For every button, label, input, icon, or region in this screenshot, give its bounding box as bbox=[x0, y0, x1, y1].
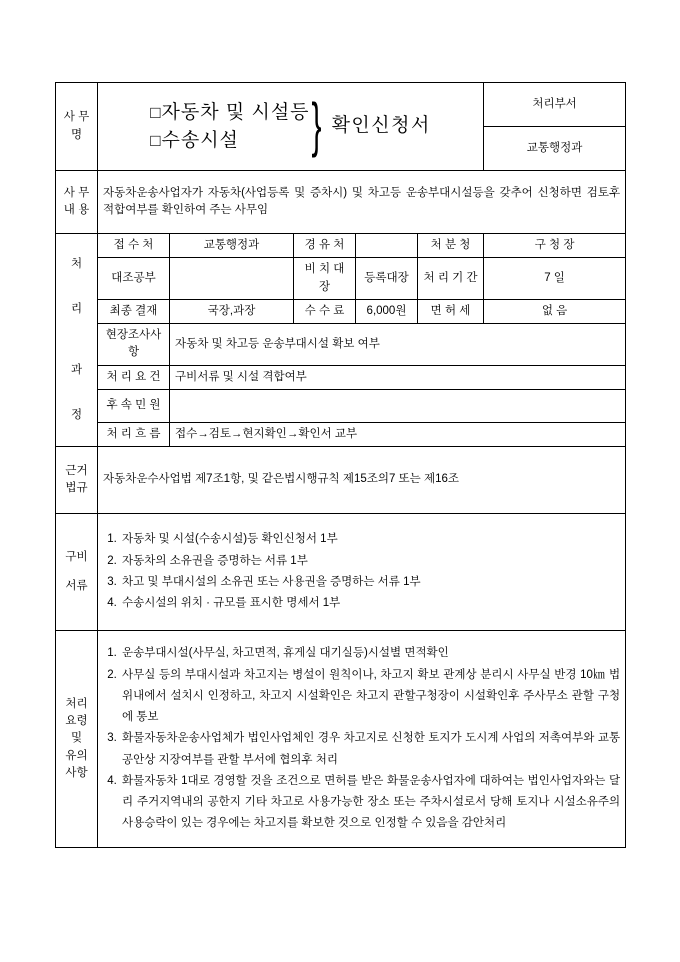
guidelines-row bbox=[56, 631, 626, 848]
row1-label-2: 경 유 처 bbox=[294, 234, 356, 258]
process-wide-row-4 bbox=[56, 422, 626, 446]
title-line-1: 자동차 및 시설등 bbox=[161, 101, 310, 123]
flow-value: 접수→검토→현지확인→확인서 교부 bbox=[170, 422, 626, 446]
law-content: 자동차운수사업법 제7조1항, 및 같은법시행규칙 제15조의7 또는 제16조 bbox=[98, 447, 626, 514]
law-row bbox=[56, 447, 626, 514]
title-line-2: 수송시설 bbox=[161, 129, 239, 151]
business-label: 사 무 내 용 bbox=[56, 171, 98, 234]
row2-value-3: 7 일 bbox=[484, 258, 626, 300]
requirements-value: 구비서류 및 시설 격합여부 bbox=[170, 365, 626, 389]
form-title-cell bbox=[98, 83, 484, 171]
followup-label: 후 속 민 원 bbox=[98, 389, 170, 422]
documents-list bbox=[103, 529, 620, 614]
brace-glyph: } bbox=[311, 92, 322, 159]
site-survey-label: 현장조사사항 bbox=[98, 324, 170, 366]
row1-value-1: 교통행정과 bbox=[170, 234, 294, 258]
site-survey-value: 자동차 및 차고등 운송부대시설 확보 여부 bbox=[170, 324, 626, 366]
row1-label-1: 접 수 처 bbox=[98, 234, 170, 258]
guidelines-list bbox=[103, 643, 620, 834]
documents-row bbox=[56, 514, 626, 631]
guidelines-label: 처리 요령 및 유의 사항 bbox=[56, 631, 98, 848]
list-item: 3. 화물자동차운송사업체가 법인사업체인 경우 차고지로 신청한 토지가 도시계 사업의 저촉여부와 교통공안상 지장여부를 관할 부서에 협의후 처리 bbox=[120, 728, 620, 771]
list-item: 3. 차고 및 부대시설의 소유권 또는 사용권을 증명하는 서류 1부 bbox=[120, 572, 620, 593]
requirements-label: 처 리 요 건 bbox=[98, 365, 170, 389]
process-row-3 bbox=[56, 299, 626, 323]
row2-label-3: 처 리 기 간 bbox=[418, 258, 484, 300]
row2-label-1: 대조공부 bbox=[98, 258, 170, 300]
process-wide-row-2 bbox=[56, 365, 626, 389]
form-table bbox=[55, 82, 626, 848]
row1-value-3: 구 청 장 bbox=[484, 234, 626, 258]
title-row bbox=[56, 83, 626, 127]
list-item: 4. 화물자동차 1대로 경영할 것을 조건으로 면허를 받은 화물운송사업자에 대하여는 법인사업자와는 달리 주거지역내의 공한지 기타 차고로 사용가능한 장소 또는 주차시설로서 당해 토지나 시설소유주의 사용승락이 있는 경우에는 차고지를 확보한 것으로 인정할 수 있음을 감안처리 bbox=[120, 771, 620, 835]
checkbox-icon-1: □ bbox=[150, 102, 162, 122]
row1-label-3: 처 분 청 bbox=[418, 234, 484, 258]
row3-label-3: 면 허 세 bbox=[418, 299, 484, 323]
dept-header: 처리부서 bbox=[484, 83, 626, 127]
business-content: 자동차운송사업자가 자동차(사업등록 및 증차시) 및 차고등 운송부대시설등을 갖추어 신청하면 검토후 적합여부를 확인하여 주는 사무임 bbox=[98, 171, 626, 234]
process-row-2 bbox=[56, 258, 626, 300]
process-wide-row-3 bbox=[56, 389, 626, 422]
followup-value bbox=[170, 389, 626, 422]
business-row bbox=[56, 171, 626, 234]
row3-label-1: 최종 결재 bbox=[98, 299, 170, 323]
row2-label-2: 비 치 대 장 bbox=[294, 258, 356, 300]
documents-content bbox=[98, 514, 626, 631]
list-item: 1. 자동차 및 시설(수송시설)등 확인신청서 1부 bbox=[120, 529, 620, 550]
row3-value-2: 6,000원 bbox=[356, 299, 418, 323]
row2-value-2: 등록대장 bbox=[356, 258, 418, 300]
process-row-1 bbox=[56, 234, 626, 258]
list-item: 2. 자동차의 소유권을 증명하는 서류 1부 bbox=[120, 551, 620, 572]
row3-label-2: 수 수 료 bbox=[294, 299, 356, 323]
flow-label: 처 리 흐 름 bbox=[98, 422, 170, 446]
title-main: 확인신청서 bbox=[331, 115, 431, 137]
row3-value-3: 없 음 bbox=[484, 299, 626, 323]
row3-value-1: 국장,과장 bbox=[170, 299, 294, 323]
process-label: 처 리 과 정 bbox=[56, 234, 98, 447]
row2-value-1 bbox=[170, 258, 294, 300]
guidelines-content bbox=[98, 631, 626, 848]
list-item: 1. 운송부대시설(사무실, 차고면적, 휴게실 대기실등)시설별 면적확인 bbox=[120, 643, 620, 664]
documents-label: 구비 서류 bbox=[56, 514, 98, 631]
process-wide-row-1 bbox=[56, 324, 626, 366]
list-item: 2. 사무실 등의 부대시설과 차고지는 병설이 원칙이나, 차고지 확보 관계상 분리시 사무실 반경 10㎞ 법위내에서 설치시 인정하고, 차고지 시설확인은 차고지 관할구청장이 시설확인후 주사무소 관할 구청에 통보 bbox=[120, 665, 620, 729]
checkbox-icon-2: □ bbox=[150, 130, 162, 150]
law-label: 근거 법규 bbox=[56, 447, 98, 514]
form-name-label: 사 무 명 bbox=[56, 83, 98, 171]
list-item: 4. 수송시설의 위치 · 규모를 표시한 명세서 1부 bbox=[120, 593, 620, 614]
row1-value-2 bbox=[356, 234, 418, 258]
dept-value: 교통행정과 bbox=[484, 127, 626, 171]
